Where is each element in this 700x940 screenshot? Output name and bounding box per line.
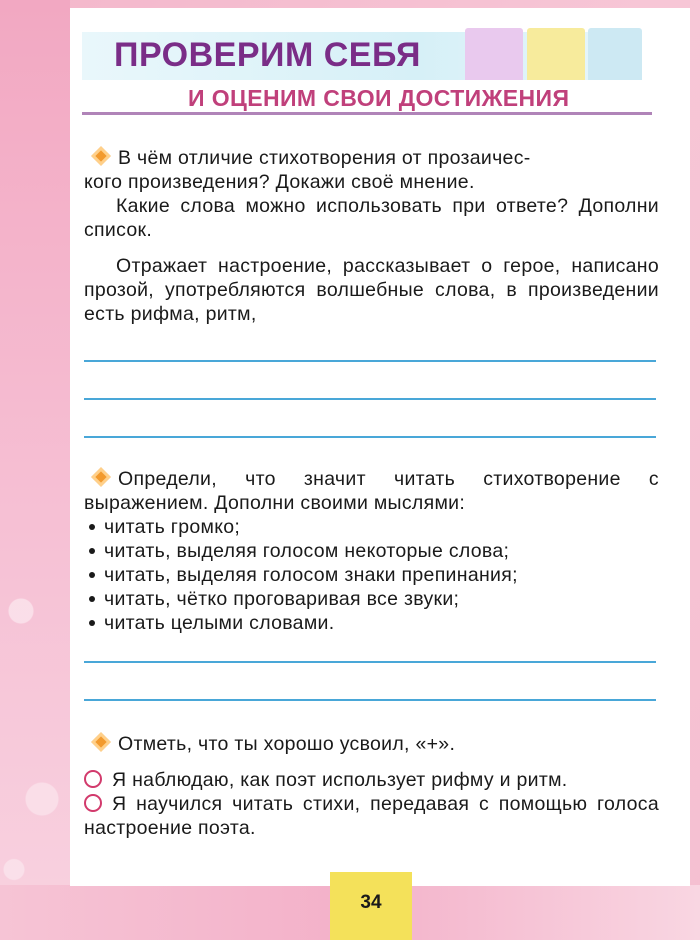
- list-item: читать, выделяя голосом знаки препинания;: [84, 563, 659, 587]
- list-item: читать целыми словами.: [84, 611, 659, 635]
- task-3: [84, 732, 659, 840]
- task-2-question-text: Определи, что значит читать стихотворение с выражением. Дополни своими мыслями:: [84, 468, 659, 514]
- task-2: [84, 467, 659, 635]
- task-3-question-text: Отметь, что ты хорошо усвоил, «+».: [118, 733, 456, 755]
- self-check-item-1: [84, 768, 659, 792]
- answer-line[interactable]: [84, 699, 656, 701]
- task-1-question-line2: кого произведения? Докажи своё мнение.: [84, 171, 475, 193]
- task-1-question: [84, 146, 659, 194]
- page-number: 34: [360, 892, 382, 913]
- list-item: читать, чётко проговаривая все звуки;: [84, 587, 659, 611]
- header-tab-purple: [465, 28, 523, 80]
- orange-diamond-icon: [91, 146, 111, 166]
- list-item: читать громко;: [84, 515, 659, 539]
- self-check-text-1: Я наблюдаю, как поэт использует рифму и ритм.: [112, 769, 568, 791]
- page-subtitle: И ОЦЕНИМ СВОИ ДОСТИЖЕНИЯ: [188, 85, 570, 111]
- answer-line[interactable]: [84, 661, 656, 663]
- task-1: [84, 146, 659, 326]
- title-divider: [82, 112, 652, 115]
- task-2-bullet-list: [84, 515, 659, 635]
- answer-line[interactable]: [84, 360, 656, 362]
- circle-checkbox-icon[interactable]: [84, 770, 102, 788]
- task-1-prompt: Какие слова можно использовать при ответе? Дополни список.: [84, 195, 659, 241]
- page-title: ПРОВЕРИМ СЕБЯ: [114, 36, 421, 74]
- orange-diamond-icon: [91, 467, 111, 487]
- task-1-word-list: Отражает настроение, рассказывает о герое, написано прозой, употребляются волшебные слова, в произведении есть рифма, ритм,: [84, 255, 659, 325]
- workbook-page: [70, 8, 690, 886]
- task-1-question-line1: В чём отличие стихотворения от прозаичес-: [118, 147, 531, 169]
- self-check-item-2: [84, 792, 659, 840]
- circle-checkbox-icon[interactable]: [84, 794, 102, 812]
- list-item: читать, выделяя голосом некоторые слова;: [84, 539, 659, 563]
- header-tab-blue: [588, 28, 642, 80]
- task-3-question: [84, 732, 659, 756]
- page-margin-decoration: [0, 0, 70, 940]
- self-check-text-2: Я научился читать стихи, передавая с помощью голоса настроение поэта.: [84, 793, 659, 839]
- answer-line[interactable]: [84, 436, 656, 438]
- orange-diamond-icon: [91, 732, 111, 752]
- page-number-tab: [330, 872, 412, 940]
- answer-line[interactable]: [84, 398, 656, 400]
- task-2-question: [84, 467, 659, 515]
- header-tab-yellow: [527, 28, 585, 80]
